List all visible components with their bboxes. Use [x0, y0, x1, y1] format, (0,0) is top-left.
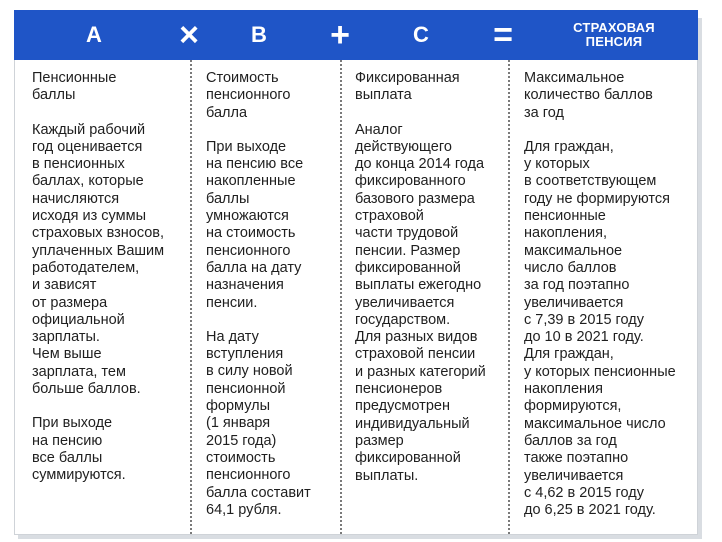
column-a-text-2: При выходе на пенсию все баллы суммируются.: [32, 415, 126, 484]
column-divider: [340, 60, 342, 534]
column-a-title: Пенсионные баллы: [32, 70, 117, 104]
formula-columns: [14, 60, 698, 534]
column-b-text-1: При выходе на пенсию все накопленные баллы умножаются на стоимость пенсионного балла на дату назначения пенсии.: [206, 138, 304, 311]
column-divider: [508, 60, 510, 534]
column-c-text-1: Аналог действующего до конца 2014 года фиксированного базового размера страховой части трудовой пенсии. Размер фиксированной выплаты ежегодно увеличивается государством. Для разных видов страховой пенсии и разных категорий пенсионеров предусмотрен индивидуальный размер фиксированной выплаты.: [355, 121, 486, 484]
column-d-text-1: Для граждан, у которых в соответствующем году не формируются пенсионные накопления, максимальное число баллов за год поэтапно увеличивается с 7,39 в 2015 году до 10 в 2021 году. Для граждан, у которых пенсионные накопления формируются, максимальное число баллов за год также поэтапно увеличивается с 4,62 в 2015 году до 6,25 в 2021 году.: [524, 138, 676, 519]
column-b-text-2: На дату вступления в силу новой пенсионной формулы (1 января 2015 года) стоимость пенсионного балла составит 64,1 рубля.: [206, 328, 311, 518]
formula-header: [14, 10, 698, 60]
column-a: [32, 60, 192, 534]
column-b-title: Стоимость пенсионного балла: [206, 70, 291, 121]
column-b: [206, 60, 346, 534]
column-divider: [190, 60, 192, 534]
column-d-title: Максимальное количество баллов за год: [524, 70, 653, 121]
header-a: А: [86, 22, 102, 47]
header-result: СТРАХОВАЯ ПЕНСИЯ: [573, 20, 655, 49]
column-d: [524, 60, 694, 534]
header-b: В: [251, 22, 267, 47]
column-c-title: Фиксированная выплата: [355, 70, 460, 104]
plus-sign: +: [330, 15, 350, 54]
multiply-sign: ×: [179, 15, 199, 54]
column-c: [355, 60, 515, 534]
header-c: С: [413, 22, 429, 47]
equals-sign: =: [493, 15, 513, 54]
column-a-text-1: Каждый рабочий год оценивается в пенсионных баллах, которые начисляются исходя из суммы страховых взносов, уплаченных Вашим работодателем, и зависят от размера официальной зарплаты. Чем выше зарплата, тем больше баллов.: [32, 121, 165, 398]
